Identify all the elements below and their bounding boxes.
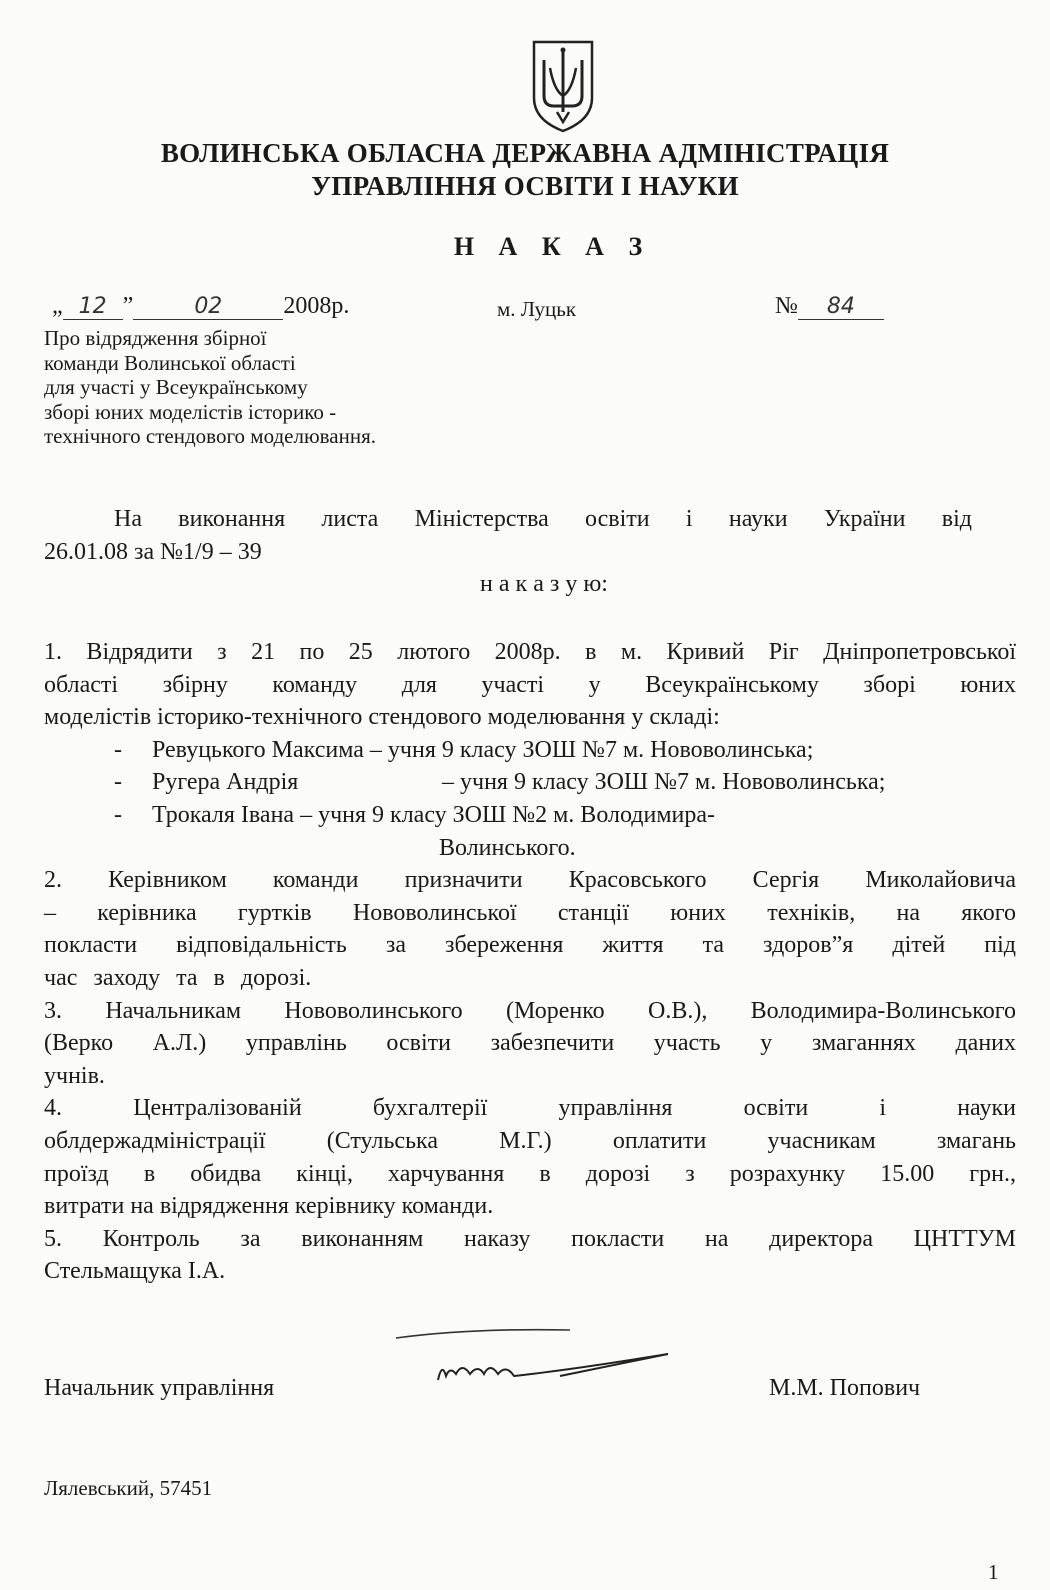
- list-dash: -: [114, 769, 122, 796]
- date-month: 02: [133, 294, 283, 320]
- org-name: ВОЛИНСЬКА ОБЛАСНА ДЕРЖАВНА АДМІНІСТРАЦІЯ: [160, 138, 890, 168]
- department-name: УПРАВЛІННЯ ОСВІТИ І НАУКИ: [311, 171, 739, 201]
- executor-contact: Лялевський, 57451: [44, 1476, 213, 1500]
- date-open-quote: „: [52, 293, 63, 319]
- item-5-line: 5. Контроль за виконанням наказу покласти на директора ЦНТТУМ: [44, 1225, 1016, 1252]
- subject-line: Про відрядження збірної: [44, 326, 267, 350]
- subject-line: технічного стендового моделювання.: [44, 424, 376, 448]
- list-dash: -: [114, 801, 122, 828]
- item-4-line: витрати на відрядження керівнику команди.: [44, 1193, 494, 1220]
- item-3-line: (Верко А.Л.) управлінь освіти забезпечити участь у змаганнях даних: [44, 1030, 1016, 1057]
- member-name: Ревуцького Максима: [152, 736, 364, 763]
- subject-line: команди Волинської області: [44, 350, 296, 375]
- item-1-line: області збірну команду для участі у Всеукраїнському зборі юних: [44, 671, 1016, 698]
- item-2-line: 2. Керівником команди призначити Красовського Сергія Миколайовича: [44, 867, 1016, 894]
- preamble-line: На виконання листа Міністерства освіти і науки України від: [114, 506, 972, 532]
- member-name: Ругера Андрія: [152, 769, 299, 796]
- number-value: 84: [798, 294, 884, 320]
- signatory-position: Начальник управління: [44, 1375, 275, 1401]
- member-name: Трокаля Івана: [152, 801, 295, 828]
- date-year: 2008р.: [283, 293, 350, 319]
- trident-emblem-icon: [530, 38, 596, 134]
- handwritten-signature: [390, 1318, 690, 1398]
- preamble: [44, 503, 1016, 601]
- item-2-line: покласти відповідальність за збереження життя та здоров”я дітей під: [44, 932, 1016, 959]
- order-number: [775, 293, 884, 320]
- member-desc: – учня 9 класу ЗОШ №7 м. Нововолинська;: [442, 769, 886, 796]
- member-desc-cont: Волинського.: [439, 834, 576, 861]
- item-3-line: учнів.: [44, 1062, 105, 1089]
- item-1-line: моделістів історико-технічного стендового моделювання у складі:: [44, 704, 720, 731]
- item-3-line: 3. Начальникам Нововолинського (Моренко О.В.), Володимира-Волинського: [44, 997, 1016, 1024]
- order-subject: [44, 326, 376, 449]
- number-prefix: №: [775, 293, 798, 319]
- item-2-line: час заходу та в дорозі.: [44, 964, 312, 991]
- item-4-line: облдержадміністрації (Стульська М.Г.) оплатити учасникам змагань: [44, 1127, 1016, 1154]
- list-dash: -: [114, 736, 122, 763]
- subject-line: для участі у Всеукраїнському: [44, 375, 308, 399]
- item-4-line: 4. Централізованій бухгалтерії управління освіти і науки: [44, 1095, 1016, 1122]
- date-close-quote: ”: [122, 293, 134, 319]
- order-items: [44, 636, 1016, 1288]
- city: м. Луцьк: [497, 297, 577, 321]
- item-1-line: 1. Відрядити з 21 по 25 лютого 2008р. в м. Кривий Ріг Дніпропетровської: [44, 639, 1016, 665]
- page-number: 1: [988, 1560, 999, 1584]
- member-desc: – учня 9 класу ЗОШ №7 м. Нововолинська;: [369, 736, 814, 763]
- document-type: Н А К А З: [453, 232, 652, 261]
- subject-line: зборі юних моделістів історико -: [44, 399, 337, 424]
- team-member: [44, 766, 1016, 799]
- item-5-line: Стельмащука І.А.: [44, 1258, 226, 1285]
- member-desc: – учня 9 класу ЗОШ №2 м. Володимира-: [300, 801, 716, 828]
- preamble-line: 26.01.08 за №1/9 – 39: [44, 538, 262, 565]
- item-4-line: проїзд в обидва кінці, харчування в дорозі з розрахунку 15.00 грн.,: [44, 1160, 1016, 1187]
- team-member: [44, 799, 1016, 832]
- item-2-line: – керівника гуртків Нововолинської станції юних техніків, на якого: [44, 899, 1016, 926]
- team-member: [44, 734, 1016, 767]
- date-day: 12: [63, 294, 123, 320]
- signatory-name: М.М. Попович: [769, 1375, 921, 1401]
- decree-word: н а к а з у ю:: [480, 571, 608, 598]
- order-date: [52, 293, 349, 320]
